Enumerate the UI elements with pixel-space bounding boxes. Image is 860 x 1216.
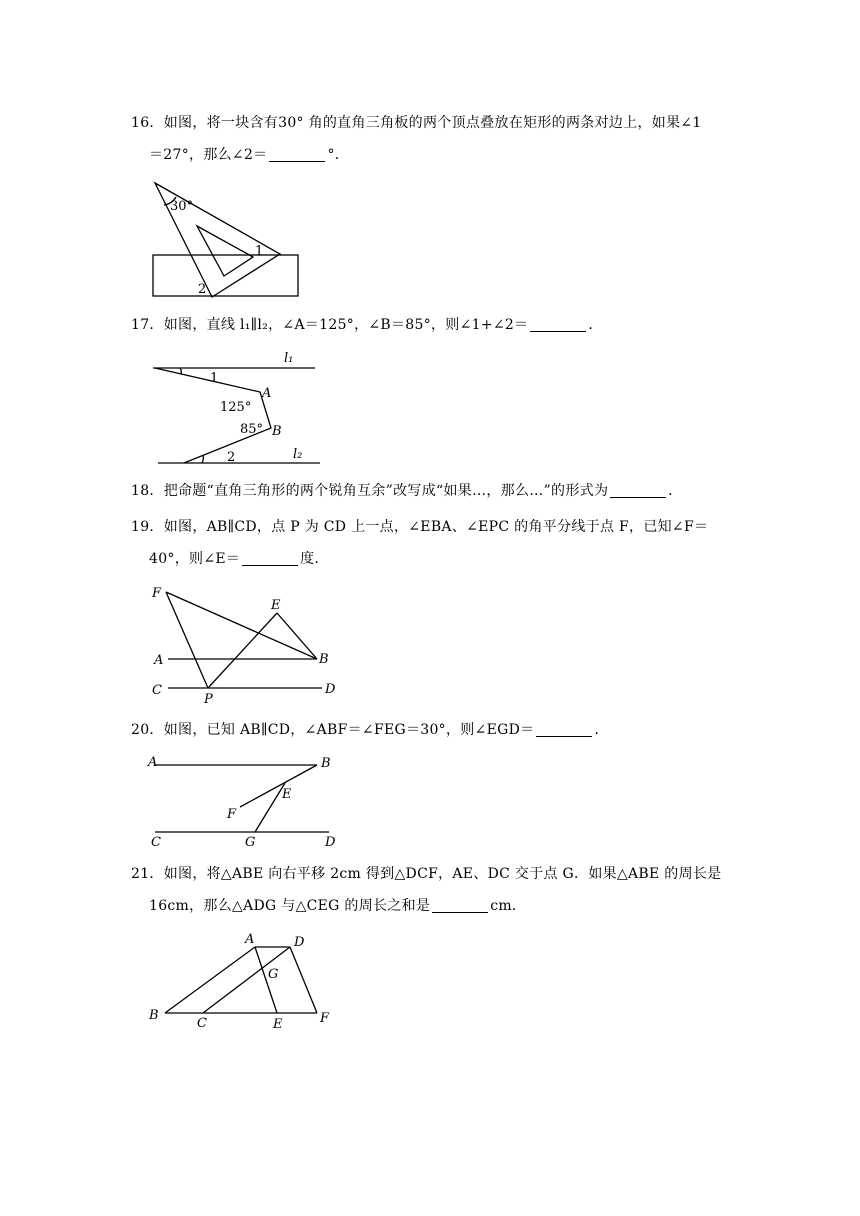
answer-blank-19[interactable] (242, 551, 298, 566)
label-G: G (245, 835, 256, 850)
label-P: P (204, 692, 213, 707)
label-85: 85° (240, 422, 264, 437)
label-D: D (325, 835, 336, 850)
question-17-line1 (131, 309, 731, 341)
answer-blank-16[interactable] (269, 147, 325, 162)
question-17-text-end: ． (588, 317, 603, 333)
label-E: E (271, 598, 281, 613)
question-20-line1 (131, 714, 731, 746)
label-C: C (197, 1016, 207, 1031)
question-18-text-end: ． (668, 483, 683, 499)
label-D: D (294, 935, 305, 950)
label-angle-1: 1 (255, 244, 264, 259)
figure-17 (150, 348, 325, 468)
label-A: A (154, 653, 164, 668)
label-F: F (320, 1011, 330, 1026)
question-19-line2 (131, 543, 731, 575)
question-16 (131, 107, 731, 171)
label-B: B (149, 1008, 159, 1023)
figure-19 (150, 582, 350, 707)
answer-blank-21[interactable] (432, 898, 488, 913)
label-angle-1: 1 (210, 371, 219, 386)
question-21-line2 (131, 890, 731, 922)
question-21 (131, 858, 731, 922)
question-20 (131, 714, 731, 746)
answer-blank-20[interactable] (536, 722, 592, 737)
label-E: E (282, 787, 292, 802)
question-19-text: 40°，则∠E＝ (149, 551, 241, 567)
label-C: C (151, 835, 161, 850)
label-D: D (325, 682, 336, 697)
question-16-text-end: °． (327, 147, 350, 163)
segment-FB (166, 592, 317, 659)
answer-blank-18[interactable] (610, 483, 666, 498)
label-B: B (321, 756, 331, 771)
question-21-line1: 21．如图，将△ABE 向右平移 2cm 得到△DCF，AE、DC 交于点 G．如果△ABE 的周长是 (131, 866, 722, 882)
figure-20 (145, 752, 355, 852)
question-17 (131, 309, 731, 341)
segment-BF (240, 765, 317, 807)
question-21-text: 16cm，那么△ADG 与△CEG 的周长之和是 (149, 898, 431, 914)
segment-DF (290, 947, 317, 1013)
label-G: G (268, 967, 279, 982)
question-16-text: ＝27°，那么∠2＝ (149, 147, 268, 163)
question-20-text: 20．如图，已知 AB∥CD，∠ABF＝∠FEG＝30°，则∠EGD＝ (131, 722, 535, 738)
question-16-line2 (131, 139, 731, 171)
question-18 (131, 475, 731, 507)
label-A: A (245, 932, 255, 947)
label-C: C (152, 683, 162, 698)
label-angle-2: 2 (198, 282, 207, 297)
question-19-text-end: 度． (300, 551, 329, 567)
label-angle-2: 2 (227, 450, 236, 465)
label-F: F (152, 586, 162, 601)
question-21-text-end: cm． (490, 898, 527, 914)
segment-BA (165, 947, 255, 1013)
label-B: B (319, 652, 329, 667)
question-20-text-end: ． (594, 722, 609, 738)
question-18-text: 18．把命题“直角三角形的两个锐角互余”改写成“如果…，那么…”的形式为 (131, 483, 609, 499)
question-16-line1: 16．如图，将一块含有30° 角的直角三角板的两个顶点叠放在矩形的两条对边上，如果∠1 (131, 115, 702, 131)
answer-blank-17[interactable] (530, 317, 586, 332)
label-l2: l₂ (293, 447, 303, 462)
label-F: F (227, 807, 237, 822)
label-B: B (272, 424, 282, 439)
segment-PE (208, 613, 277, 688)
question-17-text: 17．如图，直线 l₁∥l₂，∠A＝125°，∠B＝85°，则∠1+∠2＝ (131, 317, 529, 333)
segment-FP (166, 592, 208, 688)
label-125: 125° (220, 400, 252, 415)
question-18-line1 (131, 475, 731, 507)
label-A: A (262, 386, 272, 401)
label-30: 30° (170, 199, 194, 214)
question-19-line1: 19．如图，AB∥CD，点 P 为 CD 上一点，∠EBA、∠EPC 的角平分线于点 F，已知∠F＝ (131, 519, 709, 535)
label-E: E (273, 1017, 283, 1032)
segment-EB (277, 613, 317, 659)
figure-16 (150, 180, 310, 302)
figure-21 (145, 930, 345, 1030)
question-19 (131, 511, 731, 575)
label-l1: l₁ (284, 351, 294, 366)
label-A: A (148, 755, 158, 770)
